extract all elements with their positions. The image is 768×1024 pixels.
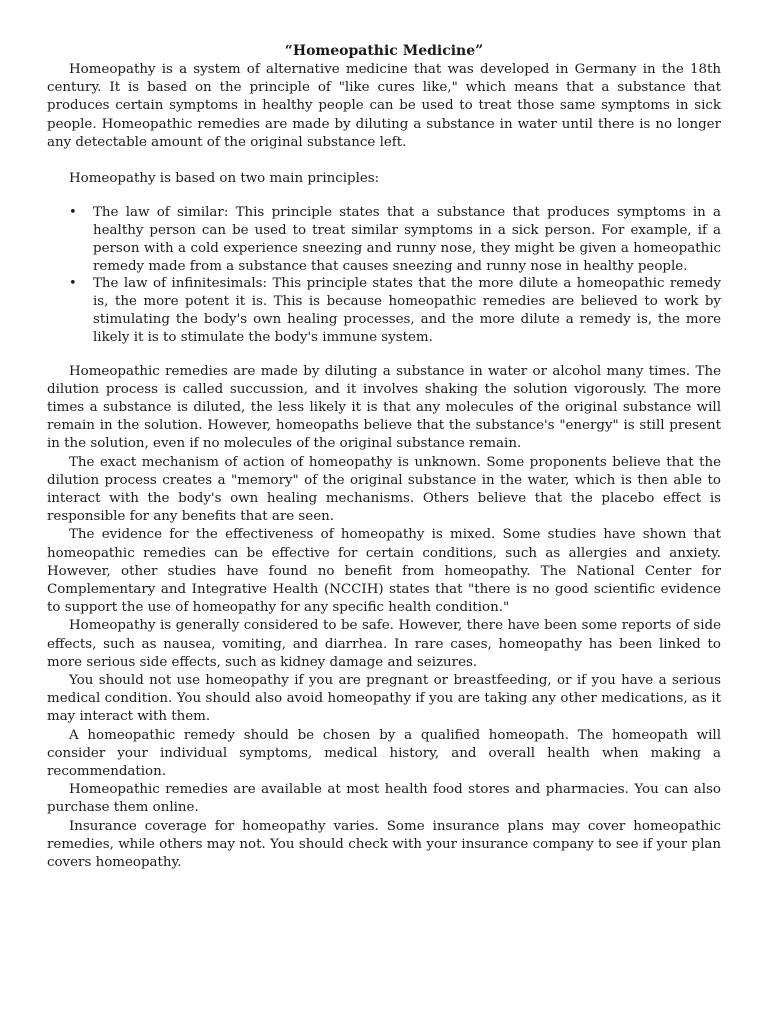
body-paragraph: Homeopathic remedies are made by diluting a substance in water or alcohol many times. The dilution process is called succussion, and it involves shaking the solution vigorously. The more times a substance is diluted, the less likely it is that any molecules of the original substance will remain in the solution. However, homeopaths believe that the substance's "energy" is still present in the solution, even if no molecules of the original substance remain.	[47, 363, 721, 452]
list-item	[69, 204, 721, 275]
list-item-text: The law of infinitesimals: This principle states that the more dilute a homeopathic remedy is, the more potent it is. This is because homeopathic remedies are believed to work by stimulating the body's own healing processes, and the more dilute a remedy is, the more likely it is to stimulate the body's immune system.	[93, 276, 721, 345]
bullet-icon: •	[69, 205, 77, 221]
body-paragraph: The exact mechanism of action of homeopathy is unknown. Some proponents believe that the dilution process creates a "memory" of the original substance in the water, which is then able to interact with the body's own healing mechanisms. Others believe that the placebo effect is responsible for any benefits that are seen.	[47, 454, 721, 525]
body-paragraph: Homeopathic remedies are available at most health food stores and pharmacies. You can also purchase them online.	[47, 782, 721, 816]
body-paragraph: The evidence for the effectiveness of homeopathy is mixed. Some studies have shown that homeopathic remedies can be effective for certain conditions, such as allergies and anxiety. However, other studies have found no benefit from homeopathy. The National Center for Complementary and Integrative Health (NCCIH) states that "there is no good scientific evidence to support the use of homeopathy for any specific health condition."	[47, 527, 721, 616]
bullet-icon: •	[69, 276, 77, 292]
body-section	[47, 363, 721, 873]
list-item	[69, 275, 721, 346]
paragraph-gap	[47, 152, 721, 170]
body-paragraph: Insurance coverage for homeopathy varies. Some insurance plans may cover homeopathic remedies, while others may not. You should check with your insurance company to see if your plan covers homeopathy.	[47, 818, 721, 871]
document-title: “Homeopathic Medicine”	[284, 43, 484, 59]
intro-paragraph: Homeopathy is a system of alternative medicine that was developed in Germany in the 18th century. It is based on the principle of "like cures like," which means that a substance that produces certain symptoms in healthy people can be used to treat those same symptoms in sick people. Homeopathic remedies are made by diluting a substance in water until there is no longer any detectable amount of the original substance left.	[47, 62, 721, 150]
body-paragraph: You should not use homeopathy if you are pregnant or breastfeeding, or if you have a serious medical condition. You should also avoid homeopathy if you are taking any other medications, as it may interact with them.	[47, 673, 721, 725]
principles-list	[47, 204, 721, 346]
body-paragraph: Homeopathy is generally considered to be safe. However, there have been some reports of side effects, such as nausea, vomiting, and diarrhea. In rare cases, homeopathy has been linked to more serious side effects, such as kidney damage and seizures.	[47, 618, 721, 670]
principles-lead: Homeopathy is based on two main principles:	[69, 171, 380, 187]
list-item-text: The law of similar: This principle states that a substance that produces symptoms in a healthy person can be used to treat similar symptoms in a sick person. For example, if a person with a cold experience sneezing and runny nose, they might be given a homeopathic remedy made from a substance that causes sneezing and runny nose in healthy people.	[93, 205, 721, 274]
body-paragraph: A homeopathic remedy should be chosen by a qualified homeopath. The homeopath will consider your individual symptoms, medical history, and overall health when making a recommendation.	[47, 727, 721, 780]
